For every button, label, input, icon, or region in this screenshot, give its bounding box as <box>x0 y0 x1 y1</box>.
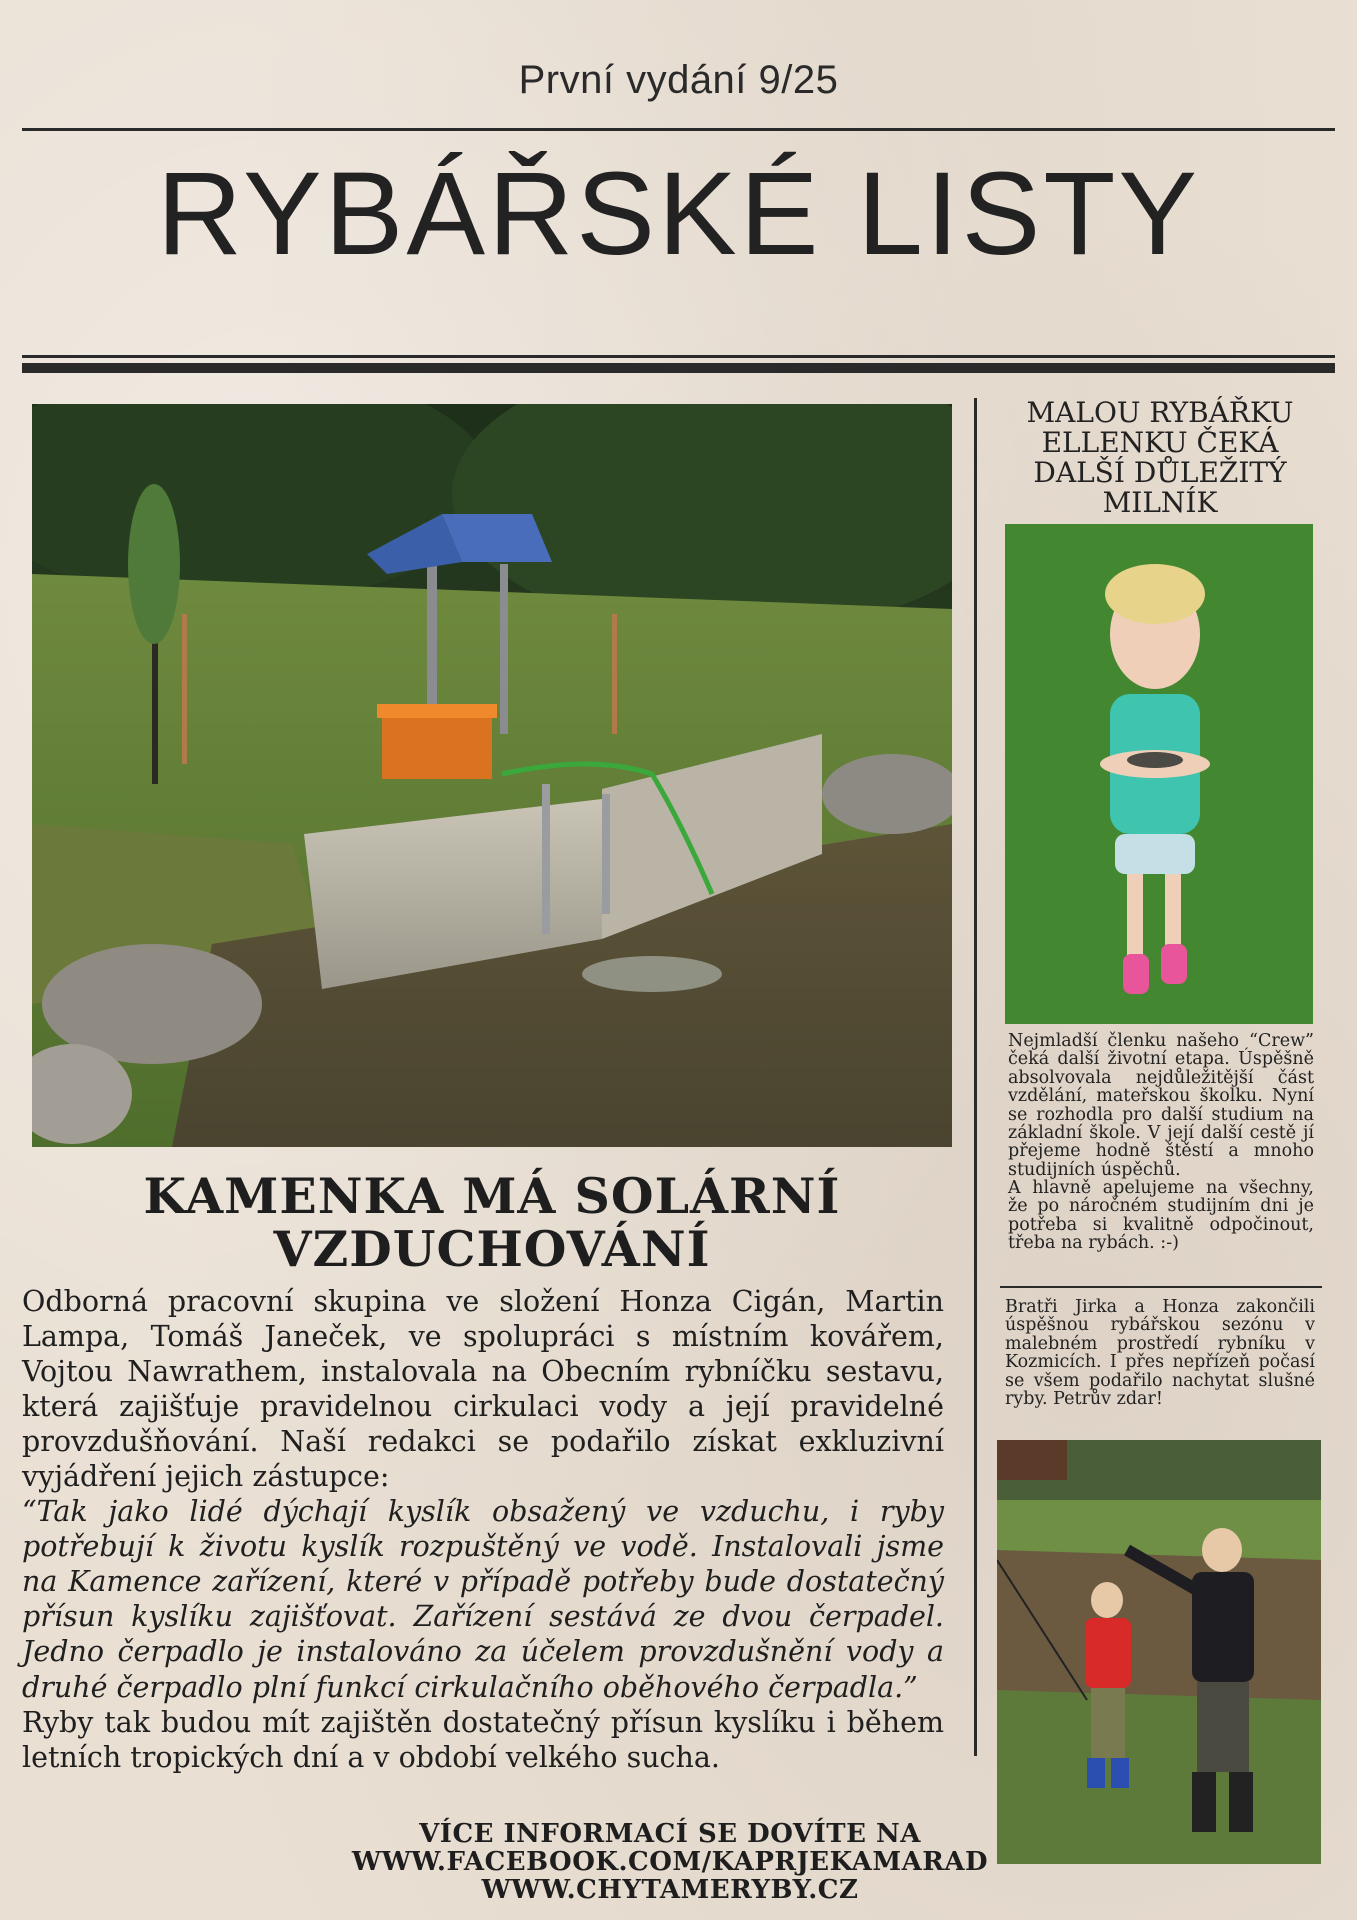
masthead-title: RYBÁŘSKÉ LISTY <box>156 148 1201 280</box>
top-rule <box>22 128 1335 131</box>
masthead-rule-thick <box>22 363 1335 373</box>
side-photo-girl <box>1005 524 1313 1024</box>
main-article-conclusion: Ryby tak budou mít zajištěn dostatečný přísun kyslíku i během letních tropických dní a v období velkého sucha. <box>22 1705 944 1774</box>
column-divider <box>974 398 977 1756</box>
side-article-paragraph1: Nejmladší členku našeho “Crew” čeká další životní etapa. Úspěšně absolvovala nejdůležitější část vzdělání, mateřskou školku. Nyní se rozhodla pro další studium na základní škole. V její další cestě jí přejeme hodně štěstí a mnoho studijních úspěchů. <box>1008 1031 1314 1180</box>
main-headline-line2: VZDUCHOVÁNÍ <box>273 1219 711 1278</box>
main-article-body <box>22 1284 944 1775</box>
side-article-paragraph2: A hlavně apelujeme na všechny, že po náročném studijním dni je potřeba si kvalitně odpočinout, třeba na rybách. :-) <box>1008 1178 1314 1254</box>
side-news-paragraph: Bratři Jirka a Honza zakončili úspěšnou rybářskou sezónu v malebném prostředí rybníku v Kozmicích. I přes nepřízeň počasí se všem podařilo nachytat slušné ryby. Petrův zdar! <box>1005 1297 1315 1409</box>
side-photo-brothers <box>997 1440 1321 1864</box>
side-headline: MALOU RYBÁŘKU ELLENKU ČEKÁ DALŠÍ DŮLEŽITÝ MILNÍK <box>1026 396 1294 519</box>
footer-line1: VÍCE INFORMACÍ SE DOVÍTE NA <box>419 1819 921 1849</box>
main-headline-line1: KAMENKA MÁ SOLÁRNÍ <box>143 1167 841 1225</box>
footer-more-info <box>300 1820 1040 1904</box>
main-photo-solar-aeration <box>32 404 952 1147</box>
main-headline <box>22 1167 962 1278</box>
side-news-text <box>1005 1298 1315 1408</box>
footer-facebook-link[interactable]: WWW.FACEBOOK.COM/KAPRJEKAMARAD <box>351 1847 989 1878</box>
side-article-text <box>1008 1032 1314 1253</box>
main-article-intro: Odborná pracovní skupina ve složení Honza Cigán, Martin Lampa, Tomáš Janeček, ve spolupráci s místním kovářem, Vojtou Nawrathem, instalovala na Obecním rybníčku sestavu, která zajišťuje pravidelnou cirkulaci vody a její pravidelné provzdušňování. Naší redakci se podařilo získat exkluzivní vyjádření jejich zástupce: <box>22 1285 944 1494</box>
footer-website-link[interactable]: WWW.CHYTAMERYBY.CZ <box>481 1875 859 1906</box>
main-article-quote: “Tak jako lidé dýchají kyslík obsažený ve vzduchu, i ryby potřebují k životu kyslík rozpuštěný ve vodě. Instalovali jsme na Kamence zařízení, které v případě potřeby bude dostatečný přísun kyslíku zajišťovat. Zařízení sestává ze dvou čerpadel. Jedno čerpadlo je instalováno za účelem provzdušnění vody a druhé čerpadlo plní funkcí cirkulačního oběhového čerpadla.” <box>22 1495 944 1704</box>
side-divider <box>1000 1286 1322 1288</box>
masthead-rule-thin <box>22 355 1335 358</box>
issue-line: První vydání 9/25 <box>518 58 839 102</box>
